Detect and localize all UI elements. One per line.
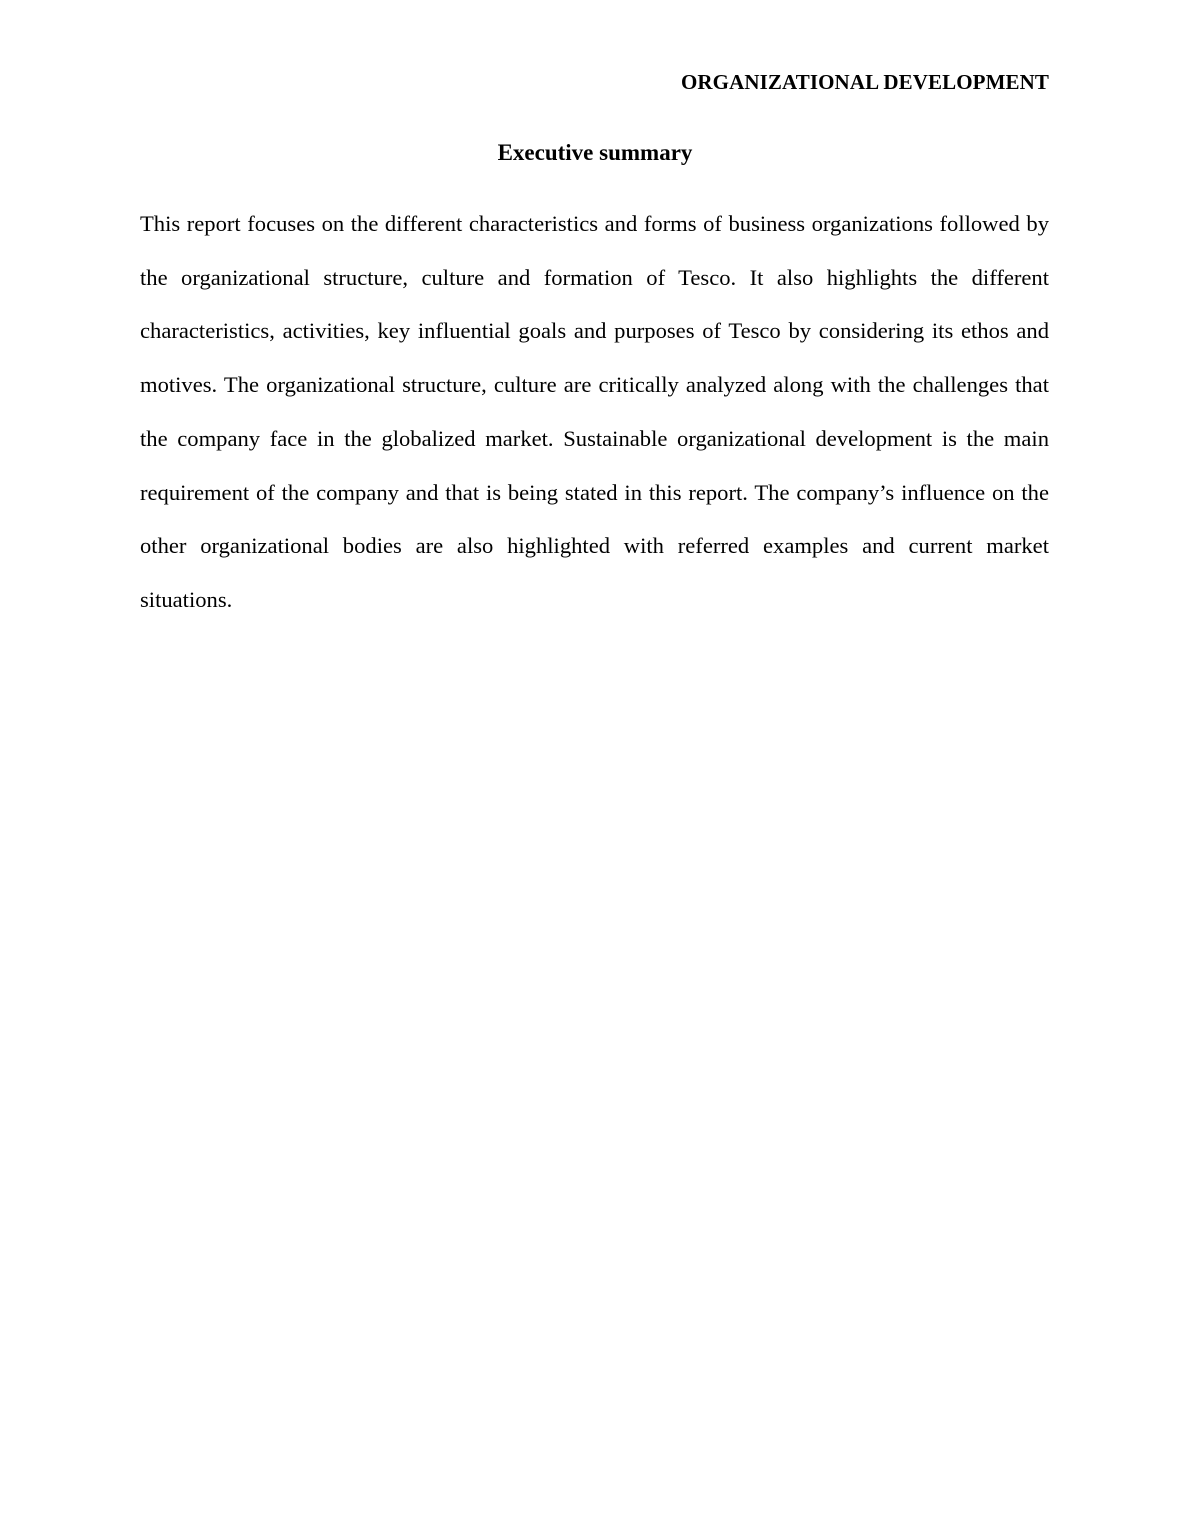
executive-summary-paragraph: This report focuses on the different characteristics and forms of business organizations followed by the organizational structure, culture and formation of Tesco. It also highlights the different characteristics, activities, key influential goals and purposes of Tesco by considering its ethos and motives. The organizational structure, culture are critically analyzed along with the challenges that the company face in the globalized market. Sustainable organizational development is the main requirement of the company and that is being stated in this report. The company’s influence on the other organizational bodies are also highlighted with referred examples and current market situations. <box>140 211 1049 612</box>
running-head: ORGANIZATIONAL DEVELOPMENT <box>680 70 1049 94</box>
section-title: Executive summary <box>497 140 693 165</box>
